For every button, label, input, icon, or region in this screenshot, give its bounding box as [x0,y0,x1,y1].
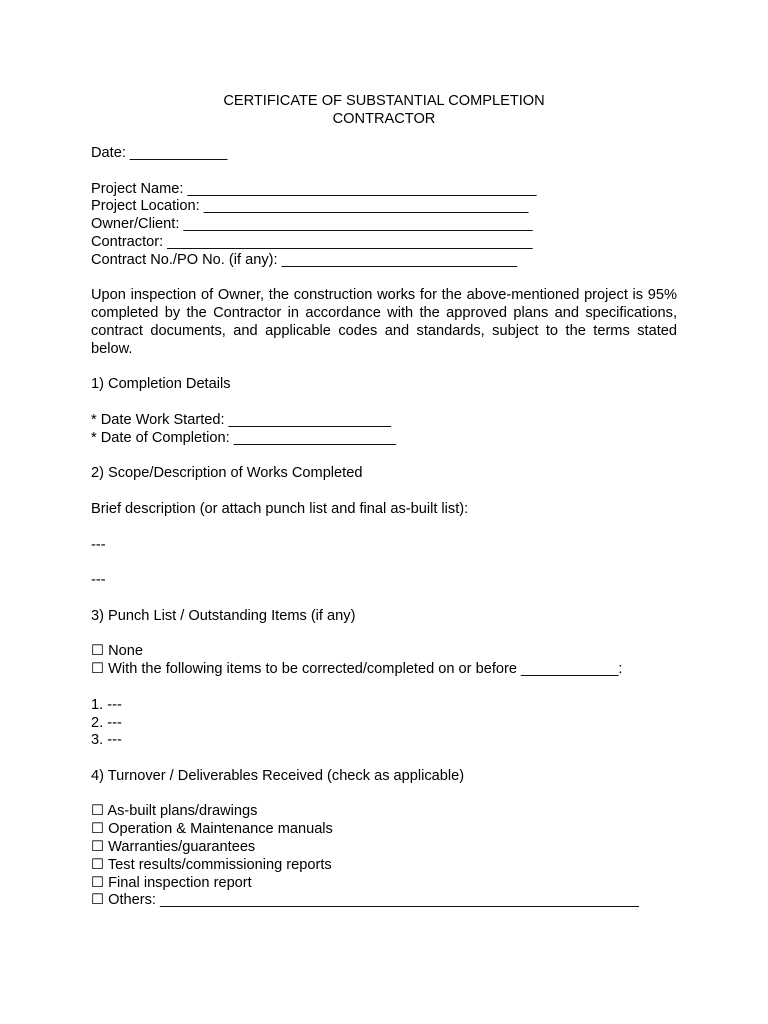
owner-client-line: Owner/Client: ___________________________________________ [91,216,533,233]
date-work-started-line: * Date Work Started: ____________________ [91,411,391,428]
deliverable-item: ☐ Warranties/guarantees [91,839,256,856]
project-name-line: Project Name: ___________________________________________ [91,180,537,197]
project-info [91,181,677,270]
punch-list-item: 3. --- [91,732,122,749]
deliverable-item: ☐ Test results/commissioning reports [91,856,332,873]
deliverable-item: ☐ Final inspection report [91,874,252,891]
project-location-line: Project Location: ________________________________________ [91,198,529,215]
section-4-heading: 4) Turnover / Deliverables Received (check as applicable) [91,767,465,784]
title-block [0,93,768,129]
document-body [91,145,677,910]
deliverable-item: ☐ As-built plans/drawings [91,803,258,820]
contract-no-line: Contract No./PO No. (if any): _____________________________ [91,251,517,268]
section-1-heading: 1) Completion Details [91,376,231,393]
date-of-completion-line: * Date of Completion: ____________________ [91,429,397,446]
intro-paragraph: Upon inspection of Owner, the construction works for the above-mentioned project is 95% completed by the Contractor in accordance with the approved plans and specifications, contract documents, and applicable codes and standards, subject to the terms stated below. [91,287,677,357]
section-2-heading: 2) Scope/Description of Works Completed [91,465,363,482]
punch-option-none: ☐ None [91,643,144,660]
contractor-line: Contractor: _____________________________________________ [91,233,533,250]
brief-description-line: Brief description (or attach punch list and final as-built list): [91,500,469,517]
date-line: Date: ____________ [91,145,228,161]
punch-list-item: 1. --- [91,696,122,713]
document-subtitle: CONTRACTOR [332,110,436,127]
punch-option-items: ☐ With the following items to be corrected/completed on or before ____________: [91,661,623,678]
deliverable-item-others: ☐ Others: ___________________________________________________________ [91,892,639,909]
document-title: CERTIFICATE OF SUBSTANTIAL COMPLETION [223,93,545,109]
section-3-heading: 3) Punch List / Outstanding Items (if any) [91,607,356,624]
deliverable-item: ☐ Operation & Maintenance manuals [91,821,333,838]
description-placeholder: --- [91,572,106,589]
punch-list-item: 2. --- [91,714,122,731]
description-placeholder: --- [91,536,106,553]
